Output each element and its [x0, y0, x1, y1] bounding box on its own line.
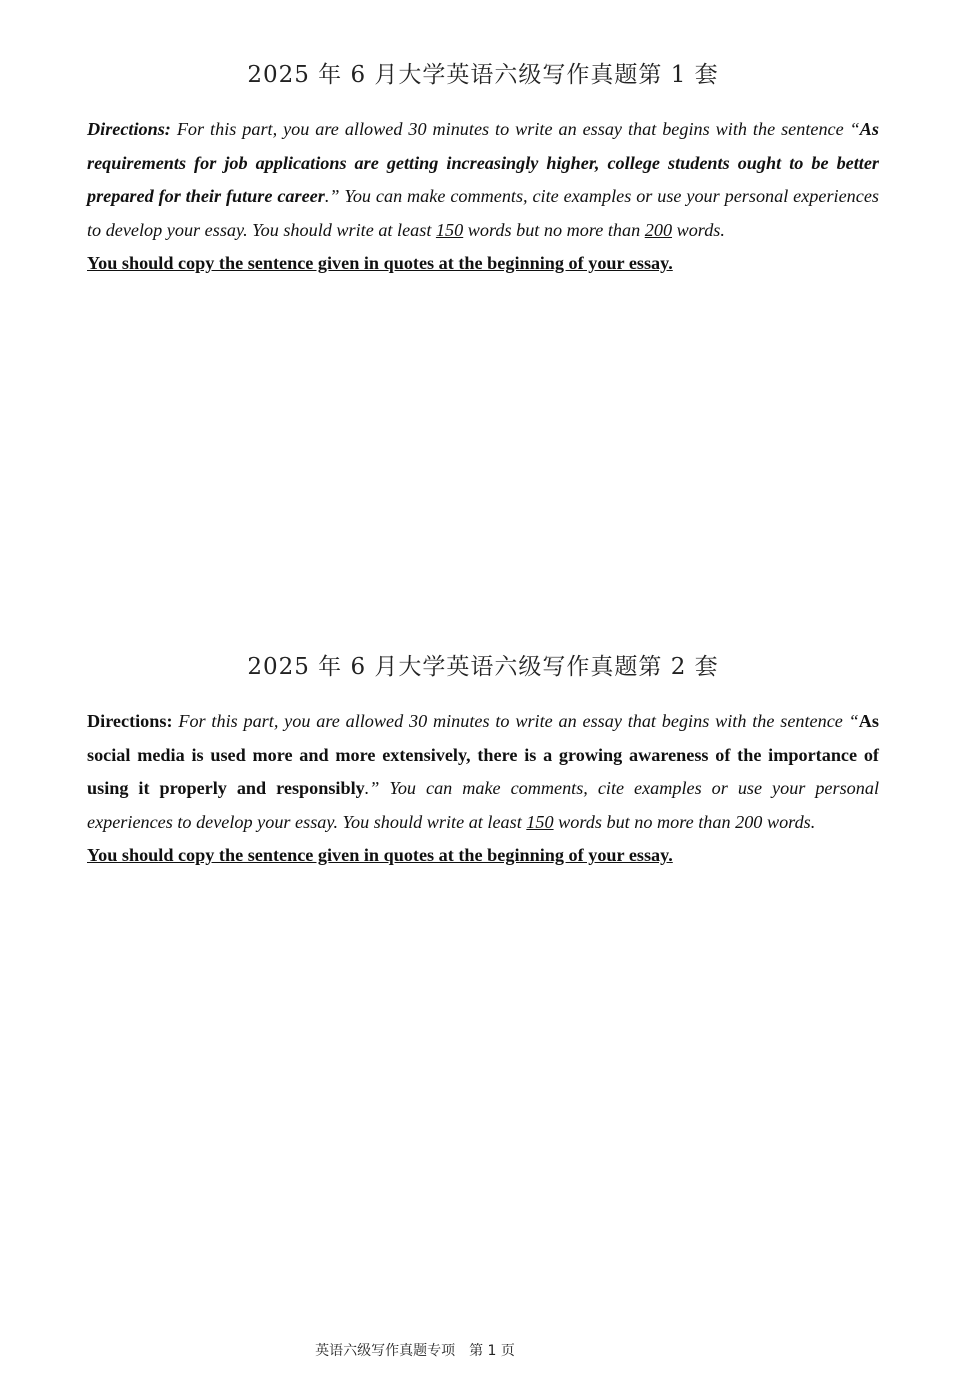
copy-instruction: You should copy the sentence given in quotes at the beginning of your essay.: [87, 253, 673, 273]
footer-label: 英语六级写作真题专项: [315, 1343, 456, 1359]
open-quote: “: [849, 119, 860, 139]
directions-intro: For this part, you are allowed 30 minutes to write an essay that begins with the sentence: [170, 119, 850, 139]
prompt-title: 2025 年 6 月大学英语六级写作真题第 1 套: [247, 62, 719, 88]
max-word-count: 200: [644, 219, 673, 240]
essay-prompt-1: [87, 56, 879, 281]
close-quote: .”: [364, 778, 390, 798]
directions-intro: For this part, you are allowed 30 minutes to write an essay that begins with the sentence: [172, 711, 849, 731]
essay-prompt-2: [87, 648, 879, 873]
directions-label: Directions:: [87, 711, 173, 731]
page-number: 第 1 页: [469, 1343, 515, 1359]
close-quote: .”: [324, 186, 345, 206]
directions-middle: words but no more than: [463, 219, 645, 240]
min-word-count: 150: [435, 219, 464, 240]
essay-opening-sentence: As requirements for job applications are getting increasingly higher, college students ought to be better prepared for their future career: [87, 119, 879, 206]
directions-paragraph: [87, 113, 879, 247]
directions-after-quote: You can make comments, cite examples or use your personal experiences to develop your essay. You should write at least: [87, 778, 879, 832]
copy-instruction: You should copy the sentence given in quotes at the beginning of your essay.: [87, 845, 673, 865]
directions-paragraph: [87, 705, 879, 839]
prompt-title: 2025 年 6 月大学英语六级写作真题第 2 套: [247, 654, 719, 680]
directions-ending: words but no more than 200 words.: [553, 811, 816, 832]
min-word-count: 150: [526, 811, 554, 832]
essay-opening-sentence: As social media is used more and more extensively, there is a growing awareness of the importance of using it properly and responsibly: [87, 711, 879, 798]
directions-ending: words.: [672, 219, 725, 240]
open-quote: “: [848, 711, 859, 731]
directions-after-quote: You can make comments, cite examples or use your personal experiences to develop your essay. You should write at least: [87, 186, 879, 240]
page-footer: [0, 1340, 830, 1360]
directions-label: Directions:: [87, 119, 171, 139]
